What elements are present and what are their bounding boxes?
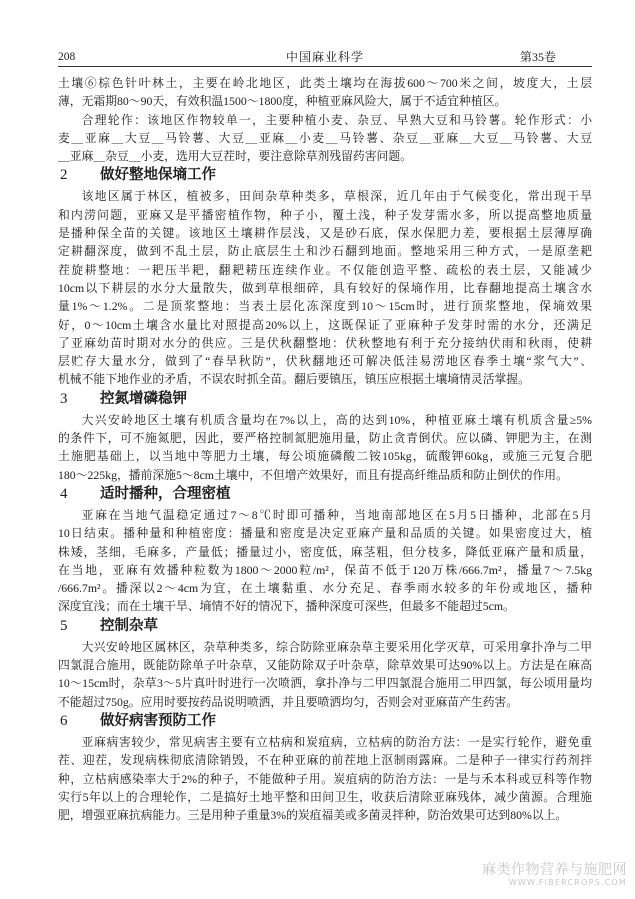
text-line: 该地区属于林区，植被多，田间杂草种类多，草根深，近几年由于气候变化，常出现干旱: [81, 189, 592, 204]
text-line: 不能超过750g。应用时要按药品说明喷洒，并且要喷洒均匀，否则会对亚麻苗产生药害。: [58, 694, 519, 709]
text-line: 定耕翻深度，做到不乱土层，防止底层生土和沙石翻到地面。整地采用三种方式，一是原垄耙: [58, 244, 592, 259]
text-line: 深度宜浅；而在土壤干旱、墒情不好的情况下，播种深度可深些，但最多不能超过5cm。: [58, 599, 515, 614]
volume-label: 第35卷: [519, 50, 556, 64]
paragraph: [58, 506, 592, 616]
paragraph: [58, 638, 592, 711]
text-line: 肥，增强亚麻抗病能力。三是用种子重量3%的炭疽福美或多菌灵拌种，防治效果可达到80%以上。: [58, 808, 568, 823]
page-number: 208: [58, 51, 76, 63]
text-line: 土壤⑥棕色针叶林土，主要在岭北地区，此类土壤均在海拔600～700米之间，坡度大，土层: [58, 76, 592, 90]
text-line: 茬旋耕整地：一耙压半耙，翻耙耢压连续作业。不仅能创造平整、疏松的表土层，又能减少: [58, 262, 592, 277]
section-heading: [58, 616, 592, 636]
section-heading: [58, 389, 592, 409]
text-line: 层贮存大量水分，做到了“春旱秋防”，伏秋翻地还可解决低洼易涝地区春季土壤“浆气大”、: [58, 354, 592, 369]
text-line: 实行5年以上的合理轮作，二是搞好土地平整和田间卫生，收获后清除亚麻残体，减少菌源。合理施: [58, 789, 592, 804]
body-text: [58, 74, 592, 824]
watermark: [482, 862, 627, 888]
section-title: 控氮增磷稳钾: [100, 390, 187, 407]
paragraph: [58, 187, 592, 388]
text-line: 茬、迎茬，发现病株彻底清除销毁，不在种亚麻的前茬地上沤制雨露麻。二是种子一律实行药剂拌: [58, 753, 592, 768]
text-line: 在当地，亚麻有效播种粒数为1800～2000粒/m²，保苗不低于120万株/666.7m²，播量7～7.5kg: [58, 562, 592, 577]
section-number: 4: [60, 485, 68, 502]
paragraph: [58, 733, 592, 824]
text-line: ＿亚麻＿杂豆＿小麦，选用大豆茬时，要注意除草剂残留药害问题。: [58, 149, 412, 164]
text-line: 四氯混合施用，既能防除单子叶杂草，又能防除双子叶杂草，除草效果可达90%以上。方法是在麻高: [58, 658, 592, 673]
watermark-text: 麻类作物营养与施肥网: [482, 862, 627, 878]
section-number: 2: [60, 167, 68, 184]
text-line: 株矮，茎细，毛麻多，产量低；播量过小，密度低，麻茎粗，但分枝多，降低亚麻产量和质量，: [58, 544, 592, 559]
header-rule: [58, 66, 592, 67]
text-line: 大兴安岭地区土壤有机质含量均在7%以上，高的达到10%，种植亚麻土壤有机质含量≥5%: [81, 412, 592, 427]
text-line: 180～225kg，播前深施5～8cm土壤中，不但增产效果好，而且有提高纤维品质和防止倒伏的作用。: [58, 467, 568, 482]
text-line: 亚麻病害较少，常见病害主要有立枯病和炭疽病，立枯病的防治方法：一是实行轮作，避免重: [81, 734, 592, 749]
text-line: 薄，无霜期80～90天，有效积温1500～1800度，种植亚麻风险大，属于不适宜种植区。: [58, 94, 507, 109]
text-line: 和内涝问题，亚麻又是平播密植作物，种子小，覆土浅，种子发芽需水多，所以提高整地质量: [58, 207, 592, 222]
text-line: 大兴安岭地区属林区，杂草种类多，综合防除亚麻杂草主要采用化学灭草，可采用拿扑净与二甲: [81, 639, 592, 654]
text-line: 量1%～1.2%。二是顶浆整地：当表土层化冻深度到10～15cm时，进行顶浆整地，保墒效果: [58, 299, 592, 314]
section-heading: [58, 711, 592, 731]
text-line: 合理轮作：该地区作物较单一，主要种植小麦、杂豆、早熟大豆和马铃薯。轮作形式：小: [81, 112, 592, 127]
text-line: 10cm以下耕层的水分大量散失，做到草根细碎，具有较好的保墒作用，比春翻地提高土壤含水: [58, 280, 592, 295]
section-number: 6: [60, 712, 68, 729]
text-line: /666.7m²。播深以2～4cm为宜，在土壤黏重、水分充足、春季雨水较多的年份或地区，播种: [58, 581, 592, 596]
text-line: 10～15cm时，杂草3～5片真叶时进行一次喷洒，拿扑净与二甲四氯混合施用二甲四氯，每公顷用量均: [58, 676, 592, 691]
section-number: 5: [60, 617, 68, 634]
section-heading: [58, 484, 592, 504]
text-line: 了亚麻幼苗时期对水分的供应。三是伏秋翻整地：伏秋整地有利于充分接纳伏雨和秋雨，使耕: [58, 335, 592, 350]
paragraph: [58, 74, 592, 111]
text-line: 机械不能下地作业的矛盾，不误农时抓全苗。翻后要镇压，镇压应根据土壤墒情灵活掌握。: [58, 372, 530, 387]
running-header: [58, 49, 592, 65]
text-line: 好，0～10cm土壤含水量比对照提高20%以上，这既保证了亚麻种子发芽时需的水分，还满足: [58, 317, 592, 332]
journal-title: 中国麻业科学: [285, 50, 364, 64]
section-title: 做好病害预防工作: [100, 712, 216, 729]
section-title: 适时播种，合理密植: [100, 485, 231, 502]
section-heading: [58, 165, 592, 185]
paragraph: [58, 411, 592, 484]
watermark-url: WWW.FIBERCROPS.COM: [508, 878, 627, 887]
paragraph: [58, 111, 592, 166]
text-line: 的条件下，可不施氮肥，因此，要严格控制氮肥施用量，防止贪青倒伏。应以磷、钾肥为主，在测: [58, 431, 592, 446]
text-line: 土施肥基础上，以当地中等肥力土壤，每公顷施磷酸二铵105kg，硫酸钾60kg，或施三元复合肥: [58, 449, 592, 464]
text-line: 是播种保全苗的关键。该地区土壤耕作层浅，又是砂石底，保水保肥力差，要根据土层薄厚确: [58, 226, 592, 241]
section-number: 3: [60, 390, 68, 407]
section-title: 控制杂草: [100, 617, 158, 634]
text-line: 亚麻在当地气温稳定通过7～8℃时即可播种，当地南部地区在5月5日播种，北部在5月: [81, 507, 592, 522]
text-line: 种，立枯病感染率大于2%的种子，不能做种子用。炭疽病的防治方法：一是与禾本科或豆科等作物: [58, 771, 592, 786]
text-line: 10日结束。播种量和种植密度：播量和密度是决定亚麻产量和品质的关键。如果密度过大，植: [58, 526, 592, 541]
section-title: 做好整地保墒工作: [100, 167, 216, 184]
text-line: 麦＿亚麻＿大豆＿马铃薯、大豆＿亚麻＿小麦＿马铃薯、杂豆＿亚麻＿大豆＿马铃薯、大豆: [58, 130, 592, 145]
